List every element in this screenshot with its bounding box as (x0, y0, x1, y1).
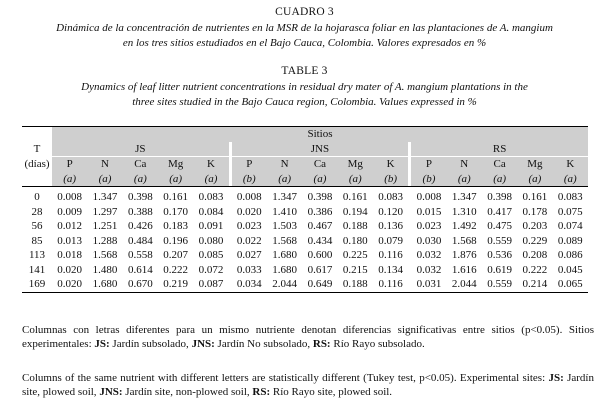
value-cell: 0.027 (236, 249, 262, 262)
value-cell: 0.388 (127, 205, 153, 218)
table-row (22, 219, 588, 234)
t-unit: (días) (24, 158, 50, 170)
value-cell: 0.600 (307, 249, 333, 262)
table-row (22, 277, 588, 292)
site-label-js: JS: (548, 372, 564, 384)
col-header: N (447, 157, 482, 172)
value-cell: 1.251 (92, 220, 118, 233)
col-header: P (411, 157, 446, 172)
value-cell: 0.178 (522, 205, 548, 218)
value-cell: 2.044 (451, 278, 477, 291)
group-header-sitios: Sitios (52, 127, 588, 142)
value-cell: 1.503 (272, 220, 297, 233)
value-cell: 0.031 (416, 278, 442, 291)
value-cell: 2.044 (272, 278, 297, 291)
site-label-rs: RS: (252, 386, 271, 398)
value-cell: 0.484 (127, 234, 153, 247)
value-cell: 0.398 (487, 191, 512, 204)
col-header: Ca (302, 157, 337, 172)
value-cell: 0.619 (487, 263, 512, 276)
col-header: Ca (123, 157, 158, 172)
value-cell: 0.161 (342, 191, 368, 204)
value-cell: 0.417 (487, 205, 512, 218)
value-cell: 0.161 (522, 191, 548, 204)
value-cell: 0.398 (307, 191, 333, 204)
value-cell: 1.288 (92, 234, 118, 247)
value-cell: 0.045 (557, 263, 583, 276)
site-desc-jns: Jardín site, non-plowed soil, (122, 386, 253, 398)
value-cell: 0.214 (522, 278, 548, 291)
site-header-js: JS (52, 142, 229, 157)
value-cell: 0.215 (342, 263, 368, 276)
value-cell: 1.410 (272, 205, 297, 218)
table-body (22, 187, 588, 293)
value-cell: 0.188 (342, 278, 368, 291)
value-cell: 0.386 (307, 205, 333, 218)
site-desc-rs: Río Rayo subsolado. (330, 338, 425, 350)
value-cell: 0.194 (342, 205, 368, 218)
value-cell: 0.222 (522, 263, 548, 276)
value-cell: 0.023 (236, 220, 262, 233)
value-cell: 1.297 (92, 205, 118, 218)
time-cell: 0 (34, 191, 40, 204)
letter-rs: (a) (447, 172, 482, 187)
letter-js: (a) (193, 172, 228, 187)
value-cell: 0.074 (557, 220, 583, 233)
caption-en-line1: Dynamics of leaf litter nutrient concentrations in residual dry mater of A. mangium plantations in the (81, 81, 528, 93)
value-cell: 0.180 (342, 234, 368, 247)
value-cell: 0.008 (416, 191, 442, 204)
site-desc-js: Jardín subsolado, (109, 338, 192, 350)
col-header: N (267, 157, 302, 172)
footnote-en-text: Columns of the same nutrient with different letters are statistically different (Tukey test, p<0.05). Experimental sites: (22, 372, 549, 384)
col-header: N (87, 157, 122, 172)
caption-en-title: TABLE 3 (281, 65, 328, 77)
value-cell: 0.084 (198, 205, 224, 218)
value-cell: 0.008 (236, 191, 262, 204)
value-cell: 0.116 (378, 278, 403, 291)
value-cell: 0.083 (557, 191, 583, 204)
value-cell: 1.347 (272, 191, 297, 204)
value-cell: 1.480 (92, 263, 118, 276)
value-cell: 0.188 (342, 220, 368, 233)
site-label-js: JS: (94, 338, 110, 350)
table-row (22, 205, 588, 220)
value-cell: 0.229 (522, 234, 548, 247)
value-cell: 1.680 (272, 263, 297, 276)
letter-rs: (a) (517, 172, 552, 187)
site-label-jns: JNS: (191, 338, 215, 350)
letter-js: (a) (158, 172, 193, 187)
value-cell: 0.020 (236, 205, 262, 218)
value-cell: 0.161 (163, 191, 189, 204)
value-cell: 0.012 (57, 220, 83, 233)
value-cell: 1.876 (451, 249, 477, 262)
letter-rs: (a) (482, 172, 517, 187)
value-cell: 0.020 (57, 263, 83, 276)
letter-rs: (b) (411, 172, 446, 187)
value-cell: 1.680 (92, 278, 118, 291)
value-cell: 0.467 (307, 220, 333, 233)
col-header: P (52, 157, 87, 172)
value-cell: 1.347 (92, 191, 118, 204)
value-cell: 0.649 (307, 278, 333, 291)
value-cell: 1.492 (451, 220, 477, 233)
time-cell: 141 (28, 263, 46, 276)
caption-es-line1: Dinámica de la concentración de nutrientes en la MSR de la hojarasca foliar en las plantaciones de A. mangium (56, 22, 553, 34)
table-row (22, 234, 588, 249)
col-header: Ca (482, 157, 517, 172)
nutrient-table (22, 126, 588, 293)
value-cell: 1.568 (451, 234, 477, 247)
value-cell: 0.207 (163, 249, 189, 262)
value-cell: 0.559 (487, 234, 512, 247)
site-desc-js: Jardín site, plowed soil, (22, 372, 594, 398)
value-cell: 0.072 (198, 263, 224, 276)
value-cell: 0.033 (236, 263, 262, 276)
col-header: K (193, 157, 228, 172)
value-cell: 0.034 (236, 278, 262, 291)
site-desc-jns: Jardín No subsolado, (214, 338, 313, 350)
caption-en-line2: three sites studied in the Bajo Cauca region, Colombia. Values expressed in % (132, 96, 477, 108)
caption-es-title: CUADRO 3 (275, 6, 334, 18)
value-cell: 0.398 (127, 191, 153, 204)
value-cell: 1.568 (272, 234, 297, 247)
letter-jns: (b) (373, 172, 408, 187)
value-cell: 0.536 (487, 249, 512, 262)
footnote-en (22, 371, 594, 399)
value-cell: 0.091 (198, 220, 224, 233)
value-cell: 0.086 (557, 249, 583, 262)
letter-jns: (a) (267, 172, 302, 187)
value-cell: 0.617 (307, 263, 333, 276)
time-cell: 56 (31, 220, 43, 233)
value-cell: 0.136 (378, 220, 403, 233)
letter-jns: (a) (302, 172, 337, 187)
value-cell: 0.219 (163, 278, 189, 291)
value-cell: 0.170 (163, 205, 189, 218)
value-cell: 0.558 (127, 249, 153, 262)
value-cell: 0.203 (522, 220, 548, 233)
value-cell: 0.670 (127, 278, 153, 291)
site-header-rs: RS (411, 142, 588, 157)
site-header-jns: JNS (232, 142, 409, 157)
value-cell: 0.075 (557, 205, 583, 218)
value-cell: 0.032 (416, 263, 442, 276)
value-cell: 0.134 (378, 263, 403, 276)
value-cell: 0.083 (378, 191, 403, 204)
t-header: T (33, 143, 41, 155)
value-cell: 0.022 (236, 234, 262, 247)
value-cell: 1.616 (451, 263, 477, 276)
site-desc-rs: Río Rayo site, plowed soil. (270, 386, 393, 398)
value-cell: 0.065 (557, 278, 583, 291)
letter-rs: (a) (553, 172, 588, 187)
col-header: Mg (338, 157, 373, 172)
value-cell: 0.434 (307, 234, 333, 247)
value-cell: 0.013 (57, 234, 83, 247)
value-cell: 0.614 (127, 263, 153, 276)
table-row (22, 187, 588, 205)
col-header: K (553, 157, 588, 172)
value-cell: 0.020 (57, 278, 83, 291)
value-cell: 0.120 (378, 205, 403, 218)
time-cell: 169 (28, 278, 46, 291)
footnote-es-text: Columnas con letras diferentes para un mismo nutriente denotan diferencias significativas entre sitios (p<0.05). Sitios experimentales: (22, 324, 594, 350)
value-cell: 0.018 (57, 249, 83, 262)
time-cell: 113 (28, 249, 46, 262)
value-cell: 0.475 (487, 220, 512, 233)
table-row (22, 263, 588, 278)
value-cell: 0.426 (127, 220, 153, 233)
value-cell: 0.008 (57, 191, 83, 204)
letter-js: (a) (123, 172, 158, 187)
letter-jns: (b) (232, 172, 267, 187)
value-cell: 0.183 (163, 220, 189, 233)
caption-es-line2: en los tres sitios estudiados en el Bajo Cauca, Colombia. Valores expresados en % (122, 37, 487, 49)
letter-js: (a) (52, 172, 87, 187)
time-cell: 85 (31, 234, 43, 247)
col-header: Mg (158, 157, 193, 172)
value-cell: 1.568 (92, 249, 118, 262)
value-cell: 0.083 (198, 191, 224, 204)
col-header: Mg (517, 157, 552, 172)
site-label-rs: RS: (312, 338, 331, 350)
table-row (22, 248, 588, 263)
value-cell: 0.196 (163, 234, 189, 247)
value-cell: 0.079 (378, 234, 403, 247)
footnote-es (22, 323, 594, 351)
site-label-jns: JNS: (99, 386, 123, 398)
value-cell: 0.225 (342, 249, 368, 262)
value-cell: 0.085 (198, 249, 224, 262)
value-cell: 0.032 (416, 249, 442, 262)
value-cell: 0.009 (57, 205, 83, 218)
letter-js: (a) (87, 172, 122, 187)
value-cell: 0.015 (416, 205, 442, 218)
col-header: K (373, 157, 408, 172)
time-cell: 28 (31, 205, 43, 218)
value-cell: 0.116 (378, 249, 403, 262)
value-cell: 0.087 (198, 278, 224, 291)
value-cell: 0.023 (416, 220, 442, 233)
value-cell: 0.222 (163, 263, 189, 276)
col-header: P (232, 157, 267, 172)
value-cell: 0.080 (198, 234, 224, 247)
letter-jns: (a) (338, 172, 373, 187)
value-cell: 0.030 (416, 234, 442, 247)
value-cell: 0.089 (557, 234, 583, 247)
value-cell: 0.208 (522, 249, 548, 262)
value-cell: 1.347 (451, 191, 477, 204)
value-cell: 1.680 (272, 249, 297, 262)
value-cell: 0.559 (487, 278, 512, 291)
value-cell: 1.310 (451, 205, 477, 218)
